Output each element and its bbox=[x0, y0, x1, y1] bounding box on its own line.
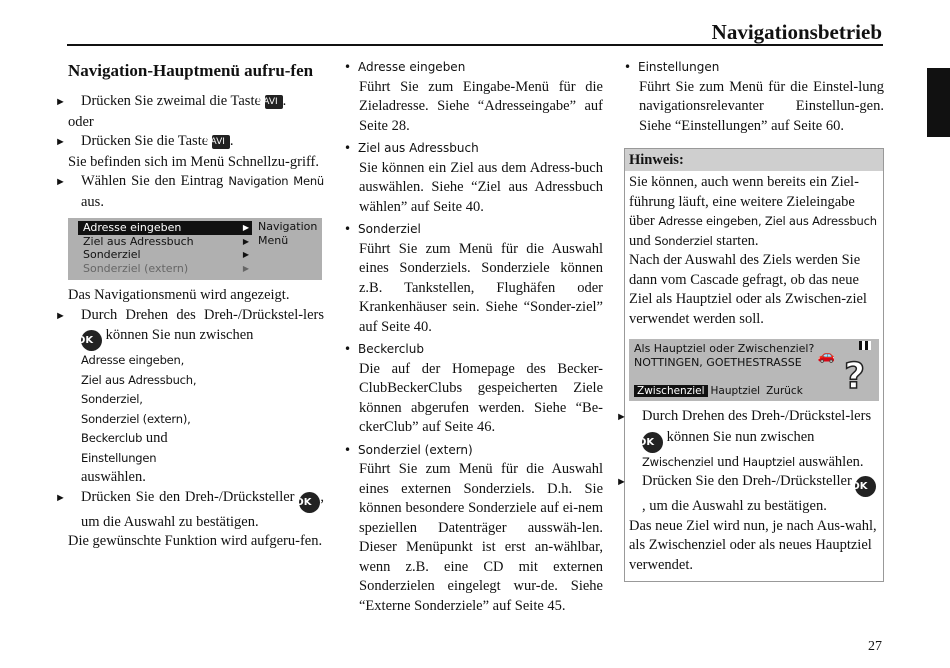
step-text: Durch Drehen des Dreh-/Drückstel-lers bbox=[642, 408, 872, 424]
screen-menu-item bbox=[78, 235, 252, 249]
page-number: 27 bbox=[868, 639, 882, 654]
arrow-right-icon: ► bbox=[616, 411, 627, 423]
step-text: Durch Drehen des Dreh-/Drückstel-lers bbox=[81, 306, 324, 323]
checkered-flag-icon bbox=[859, 341, 871, 350]
arrow-right-icon: ► bbox=[55, 176, 66, 188]
hint-paragraph: Nach der Auswahl des Ziels werden Sie dann vom Cascade gefragt, ob das neue Ziel als Hauptziel oder als Zwischen-ziel verwendet werden soll. bbox=[629, 252, 867, 327]
choice-item: Adresse eingeben, bbox=[81, 353, 185, 367]
triangle-right-icon: ▶ bbox=[242, 263, 249, 273]
hint-heading: Hinweis: bbox=[625, 149, 883, 171]
instruction-step bbox=[55, 306, 324, 352]
menu-option-name: Adresse eingeben bbox=[358, 60, 466, 74]
step-text: können Sie nun zwischen bbox=[666, 428, 815, 445]
menu-term: Zwischenziel bbox=[642, 454, 714, 469]
step-text: aus. bbox=[81, 193, 104, 210]
target-type-screenshot bbox=[629, 339, 879, 401]
instruction-step bbox=[616, 407, 879, 472]
screen-button-hauptziel: Hauptziel bbox=[710, 385, 761, 397]
arrow-right-icon: ► bbox=[55, 96, 66, 108]
menu-option-description: Führt Sie zum Menü für die Auswahl eines Sonderziels. Sonderziele können z.B. Tankstellen, Flughäfen oder Krankenhäuser sein. Siehe “Sonder-ziel” auf Seite 40. bbox=[359, 240, 603, 335]
screen-menu-item-label: Ziel aus Adressbuch bbox=[83, 234, 194, 248]
bullet-icon: • bbox=[344, 342, 352, 356]
step-text: Drücken Sie zweimal die Taste bbox=[81, 93, 261, 109]
step-text: , um die Auswahl zu bestätigen. bbox=[81, 488, 324, 530]
step-text: Drücken Sie den Dreh-/Drücksteller bbox=[642, 473, 852, 489]
step-text: Drücken Sie den Dreh-/Drücksteller bbox=[81, 488, 295, 505]
choice-item-line bbox=[81, 429, 324, 449]
triangle-right-icon: ▶ bbox=[242, 223, 249, 232]
car-icon: 🚗 bbox=[817, 348, 835, 364]
screen-address-line: NOTTINGEN, GOETHESTRASSE bbox=[634, 356, 802, 369]
bullet-icon: • bbox=[344, 60, 352, 74]
menu-term: Sonderziel bbox=[654, 233, 713, 248]
chapter-tab-marker bbox=[927, 68, 950, 137]
body-text: Sie befinden sich im Menü Schnellzu-griff. bbox=[68, 153, 320, 170]
screen-menu-item bbox=[78, 221, 252, 235]
step-text: können Sie nun zwischen bbox=[105, 327, 254, 343]
column-middle bbox=[344, 56, 603, 619]
navi-key: NAVI bbox=[265, 95, 283, 109]
hint-paragraph bbox=[629, 173, 879, 251]
bullet-icon: • bbox=[344, 222, 352, 236]
ok-button-icon: OK bbox=[642, 432, 663, 453]
menu-option-description: Führt Sie zum Menü für die Auswahl eines externen Sonderziels. D.h. Sie können besondere Sonderziele auf ei-nem speziellen Datenträger ausswäh-len. Dieser Menüpunkt ist erst an-wählbar, wenn z.B. eine CD mit externen Sonderzielen eingelegt wur-de. Siehe “Externe Sonderziele” auf Seite 45. bbox=[359, 461, 603, 614]
triangle-right-icon: ▶ bbox=[242, 236, 249, 246]
body-text: Die gewünschte Funktion wird aufgeru-fen. bbox=[68, 533, 323, 549]
body-text: Das Navigationsmenü wird angezeigt. bbox=[68, 287, 290, 303]
instruction-step bbox=[55, 132, 324, 153]
ok-button-icon: OK bbox=[299, 492, 320, 513]
menu-option-name: Beckerclub bbox=[358, 342, 424, 356]
instruction-step bbox=[616, 472, 879, 517]
choice-item: Ziel aus Adressbuch, bbox=[81, 372, 197, 387]
header-rule bbox=[67, 44, 883, 46]
menu-option-title bbox=[344, 441, 603, 461]
menu-option-name: Einstellungen bbox=[638, 60, 720, 74]
arrow-right-icon: ► bbox=[55, 491, 66, 504]
screen-menu-item-label: Adresse eingeben bbox=[83, 221, 182, 234]
choice-item: Beckerclub bbox=[81, 431, 143, 445]
menu-option-title bbox=[344, 139, 603, 159]
menu-option-title bbox=[624, 58, 884, 78]
menu-option-description: Die auf der Homepage des Becker-ClubBeckerClubs gespeicherten Ziele können abgerufen werden. Siehe “Be-ckerClub” auf Seite 46. bbox=[359, 360, 603, 435]
screen-button-zwischenziel: Zwischenziel bbox=[634, 385, 708, 397]
menu-option-name: Sonderziel (extern) bbox=[358, 442, 473, 457]
menu-term: Hauptziel bbox=[742, 454, 796, 469]
step-text: . bbox=[282, 93, 287, 109]
menu-term: Adresse eingeben, Ziel aus Adressbuch bbox=[658, 214, 877, 228]
screen-menu-item-label: Sonderziel (extern) bbox=[83, 261, 189, 275]
screen-menu-item-label: Sonderziel bbox=[83, 248, 141, 261]
hint-paragraph: Das neue Ziel wird nun, je nach Aus-wahl, als Zwischenziel oder als neues Hauptziel verwendet. bbox=[629, 517, 877, 573]
menu-option-title bbox=[344, 58, 603, 78]
triangle-right-icon: ▶ bbox=[242, 250, 249, 259]
step-text: auswählen. bbox=[798, 453, 864, 470]
navi-key: NAVI bbox=[212, 135, 230, 149]
choice-list bbox=[68, 351, 324, 488]
menu-option-name: Ziel aus Adressbuch bbox=[358, 141, 479, 155]
bullet-icon: • bbox=[624, 60, 632, 74]
arrow-right-icon: ► bbox=[55, 136, 66, 148]
screen-side-line: Navigation bbox=[258, 220, 318, 233]
choice-item: Sonderziel (extern), bbox=[81, 411, 191, 426]
menu-option-description: Führt Sie zum Eingabe-Menü für die Zieladresse. Siehe “Adresseingabe” auf Seite 28. bbox=[359, 78, 603, 134]
screen-button-row bbox=[634, 385, 806, 398]
hint-body bbox=[616, 171, 883, 581]
step-text: Drücken Sie die Taste bbox=[81, 133, 209, 149]
screen-menu-item bbox=[78, 262, 252, 276]
instruction-step bbox=[55, 488, 324, 533]
ok-button-icon: OK bbox=[855, 476, 876, 497]
instruction-step bbox=[55, 92, 324, 113]
bullet-icon: • bbox=[344, 442, 352, 457]
screen-button-zurueck: Zurück bbox=[766, 385, 803, 397]
arrow-right-icon: ► bbox=[616, 476, 627, 488]
menu-option-description: Führt Sie zum Menü für die Einstel-lung navigationsrelevanter Einstellun-gen. Siehe “Einstellungen” auf Seite 60. bbox=[639, 78, 884, 134]
column-left bbox=[55, 56, 324, 552]
step-text: und bbox=[717, 453, 739, 470]
hint-text: und bbox=[629, 232, 651, 249]
body-text: oder bbox=[68, 113, 94, 130]
question-mark-icon: ? bbox=[844, 356, 865, 397]
hint-text: Sie können, auch wenn bereits ein Ziel-führung läuft, eine weitere Zieleingabe über bbox=[629, 174, 859, 229]
arrow-right-icon: ► bbox=[55, 309, 66, 322]
hint-text: starten. bbox=[716, 232, 759, 249]
ok-button-icon: OK bbox=[81, 330, 102, 351]
choice-item: Sonderziel, bbox=[81, 392, 143, 406]
choice-closing: auswählen. bbox=[81, 469, 146, 485]
screen-side-line: Menü bbox=[258, 234, 289, 247]
hint-box bbox=[616, 148, 884, 582]
instruction-step bbox=[55, 172, 324, 212]
column-right bbox=[616, 56, 884, 582]
screen-question bbox=[634, 342, 814, 370]
screen-question-line: Als Hauptziel oder Zwischenziel? bbox=[634, 342, 815, 355]
menu-option-description: Sie können ein Ziel aus dem Adress-buch auswählen. Siehe “Ziel aus Adressbuch wählen” auf Seite 40. bbox=[359, 159, 603, 215]
screen-menu-list bbox=[78, 221, 252, 275]
page-header-title: Navigationsbetrieb bbox=[711, 20, 882, 44]
bullet-icon: • bbox=[344, 141, 352, 155]
choice-item: Einstellungen bbox=[81, 450, 157, 465]
navigation-menu-screenshot bbox=[68, 218, 322, 280]
conjunction-text: und bbox=[145, 430, 168, 446]
menu-option-title bbox=[344, 340, 603, 360]
menu-term: Navigation Menü bbox=[228, 174, 324, 188]
step-text: . bbox=[229, 133, 234, 149]
menu-option-title bbox=[344, 220, 603, 240]
screen-menu-item bbox=[78, 248, 252, 262]
section-heading: Navigation-Hauptmenü aufru-fen bbox=[68, 61, 314, 80]
step-text: , um die Auswahl zu bestätigen. bbox=[642, 498, 827, 514]
step-text: Wählen Sie den Eintrag bbox=[81, 173, 224, 189]
screen-side-label bbox=[258, 220, 317, 248]
menu-option-name: Sonderziel bbox=[358, 222, 421, 236]
